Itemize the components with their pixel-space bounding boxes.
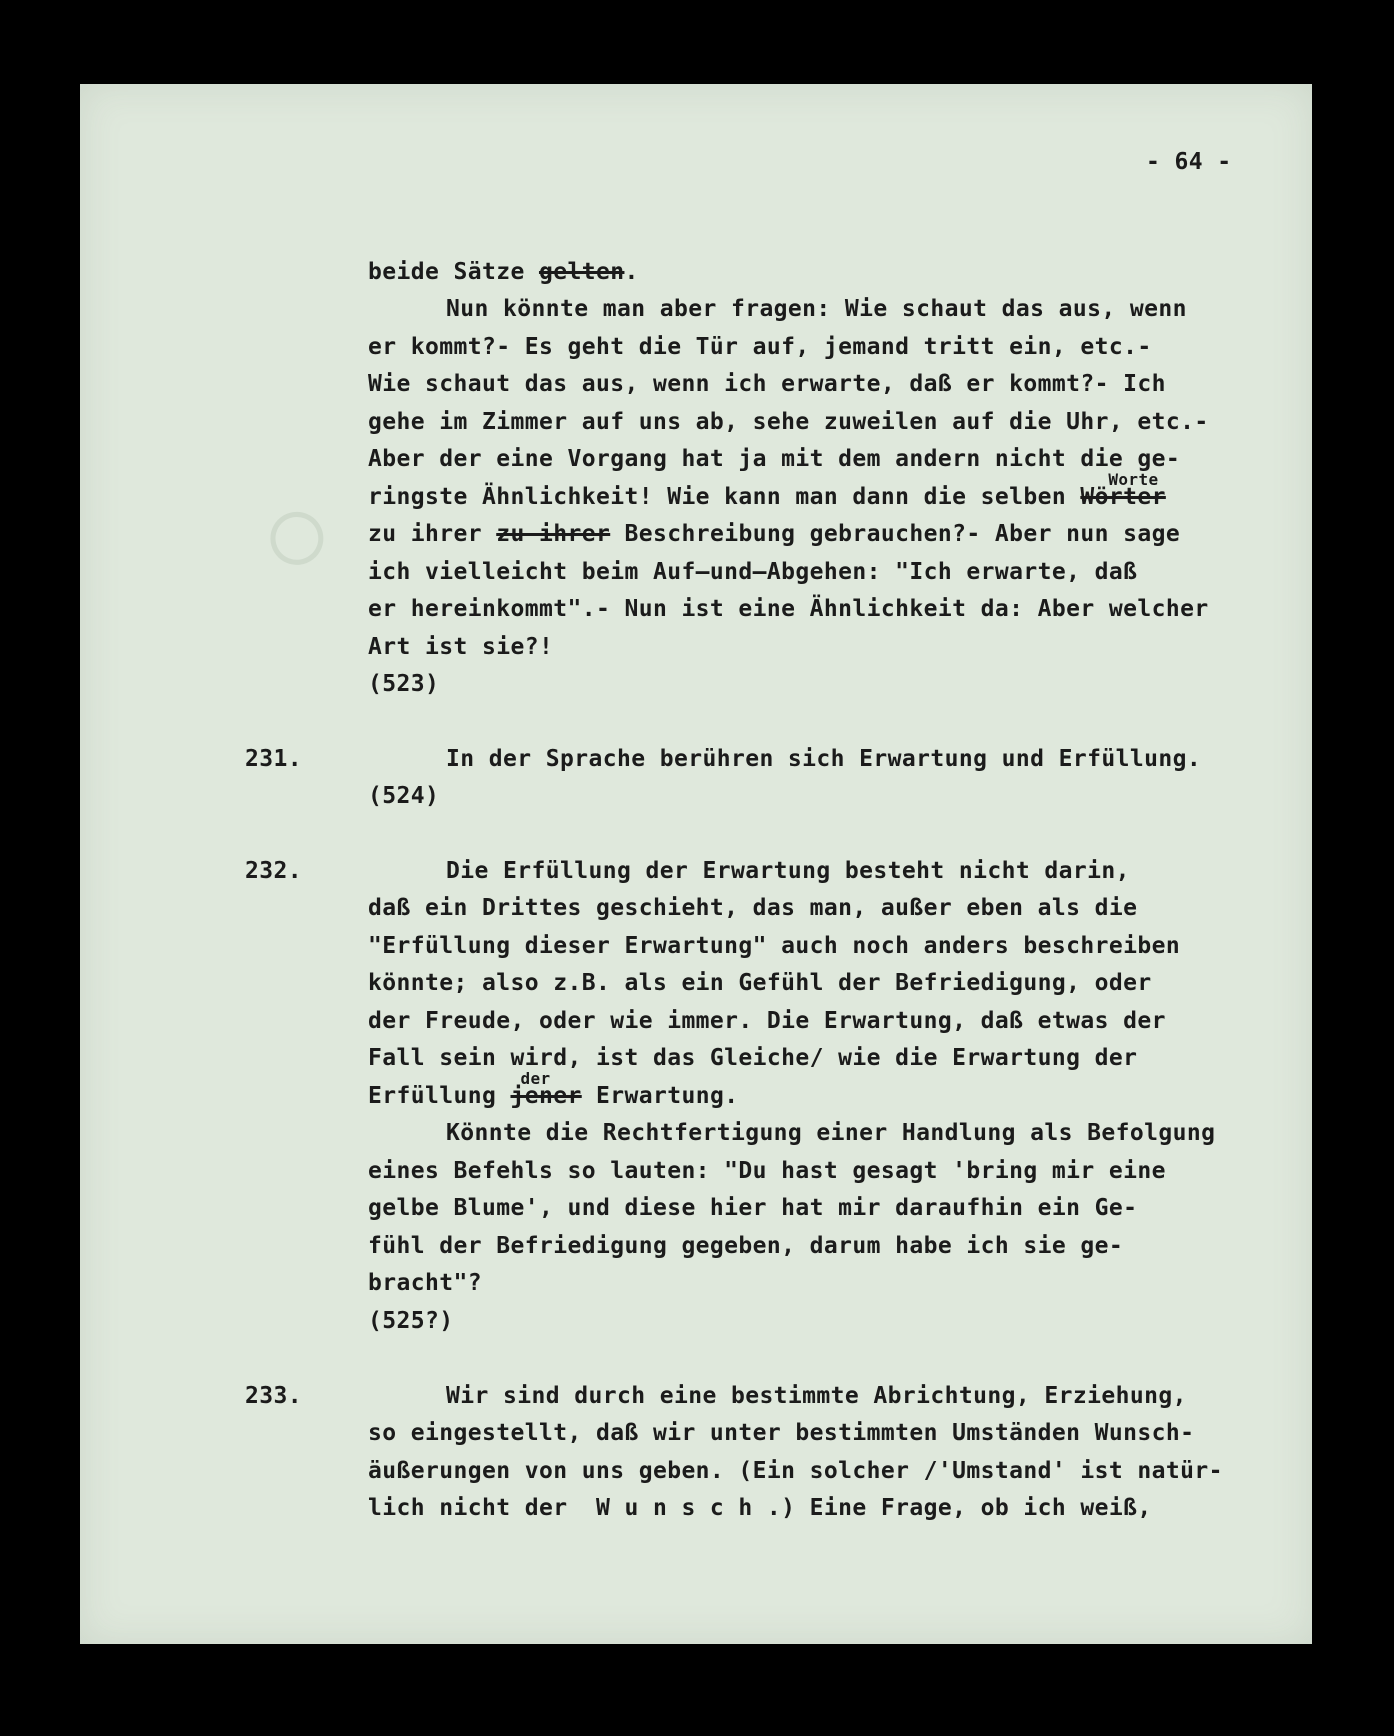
text-line: Nun könnte man aber fragen: Wie schaut das aus, wenn [446, 296, 1187, 322]
struck-word: gelten [538, 259, 625, 285]
text-line: fühl der Befriedigung gegeben, darum habe ich sie ge- [368, 1233, 1124, 1259]
document-page [80, 84, 1312, 1644]
text-line: Aber der eine Vorgang hat ja mit dem andern nicht die ge- [368, 446, 1181, 472]
struck-word: Wörter [1080, 484, 1166, 510]
text-line: Fall sein wird, ist das Gleiche/ wie die Erwartung der [368, 1045, 1138, 1071]
faint-library-stamp: ○ [251, 460, 362, 605]
text-line: beide Sätze gelten. [368, 259, 639, 285]
struck-word: jener [510, 1083, 582, 1109]
text-line: ringste Ähnlichkeit! Wie kann man dann die selben Wörter Worte [368, 479, 1166, 517]
text-line: gelbe Blume', und diese hier hat mir daraufhin ein Ge- [368, 1195, 1138, 1221]
page-number: - 64 - [1146, 149, 1232, 175]
text-line: äußerungen von uns geben. (Ein solcher /'Umstand' ist natür- [368, 1458, 1223, 1484]
text-line: lich nicht der W u n s c h .) Eine Frage, ob ich weiß, [368, 1495, 1152, 1521]
text-line: Erfüllung jener der Erwartung. [368, 1078, 738, 1116]
text-line: er kommt?- Es geht die Tür auf, jemand tritt ein, etc.- [368, 334, 1152, 360]
section-number: 231. [245, 746, 302, 772]
text-line: zu ihrer zu ihrer Beschreibung gebrauchen?- Aber nun sage [368, 521, 1181, 547]
reference-number: (525?) [368, 1308, 454, 1334]
text-line: eines Befehls so lauten: "Du hast gesagt 'bring mir eine [368, 1158, 1166, 1184]
reference-number: (523) [368, 671, 440, 697]
text-line: bracht"? [368, 1270, 482, 1296]
text-line: der Freude, oder wie immer. Die Erwartung, daß etwas der [368, 1008, 1166, 1034]
text-line: Wie schaut das aus, wenn ich erwarte, daß er kommt?- Ich [368, 371, 1166, 397]
text-line: ich vielleicht beim Auf—und—Abgehen: "Ich erwarte, daß [368, 559, 1138, 585]
text-line: Die Erfüllung der Erwartung besteht nicht darin, [446, 858, 1130, 884]
section-number: 233. [245, 1383, 302, 1409]
text-line: Wir sind durch eine bestimmte Abrichtung, Erziehung, [446, 1383, 1187, 1409]
text-line: Könnte die Rechtfertigung einer Handlung als Befolgung [446, 1120, 1216, 1146]
handwritten-insertion: Worte [1108, 470, 1159, 489]
handwritten-insertion: der [520, 1069, 551, 1088]
text-line: könnte; also z.B. als ein Gefühl der Befriedigung, oder [368, 970, 1152, 996]
text-line: Art ist sie?! [368, 634, 554, 660]
text-line: "Erfüllung dieser Erwartung" auch noch anders beschreiben [368, 933, 1181, 959]
struck-word: zu ihrer [496, 521, 611, 547]
text-line: gehe im Zimmer auf uns ab, sehe zuweilen auf die Uhr, etc.- [368, 409, 1209, 435]
text-line: so eingestellt, daß wir unter bestimmten Umständen Wunsch- [368, 1420, 1195, 1446]
text-line: daß ein Drittes geschieht, das man, außer eben als die [368, 895, 1138, 921]
reference-number: (524) [368, 783, 440, 809]
text-line: In der Sprache berühren sich Erwartung und Erfüllung. [446, 746, 1202, 772]
text-line: er hereinkommt".- Nun ist eine Ähnlichkeit da: Aber welcher [368, 596, 1209, 622]
section-number: 232. [245, 858, 302, 884]
